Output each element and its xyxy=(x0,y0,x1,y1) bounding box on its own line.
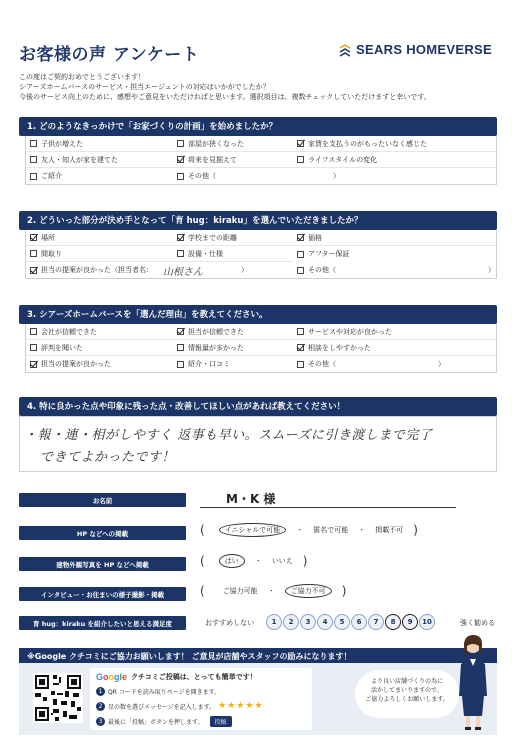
other-close-paren: ） xyxy=(333,172,340,180)
intro-line: この度はご契約おめでとうございます！ xyxy=(19,73,145,81)
checkbox-option[interactable] xyxy=(173,230,293,246)
option-label: その他（ xyxy=(308,266,336,274)
close-paren: ） xyxy=(488,266,495,274)
option-label: その他（ xyxy=(188,172,216,180)
google-logo: Google xyxy=(96,672,128,682)
scale-low-label: おすすめしない xyxy=(205,619,255,627)
checkbox-icon xyxy=(297,267,304,274)
checkbox-option[interactable] xyxy=(293,324,496,340)
checkbox-icon xyxy=(297,361,304,368)
hp-label: HP などへの掲載 xyxy=(19,526,186,540)
checkbox-option[interactable] xyxy=(293,152,496,168)
option-label: その他（ xyxy=(308,360,336,368)
interview-options: ( ご協力可能 ・ ご協力不可 ) xyxy=(200,584,347,598)
checkbox-option[interactable] xyxy=(26,136,173,152)
intro-line: 今後のサービス向上のために、感想やご意見をいただければと思います。選択項目は、複数チェックしていただけますと幸いです。 xyxy=(19,93,431,101)
name-underline xyxy=(200,507,456,508)
scale-6[interactable]: 6 xyxy=(351,614,367,630)
name-label: お名前 xyxy=(19,493,186,507)
staff-illustration-icon xyxy=(455,632,491,732)
option-label: ご紹介 xyxy=(41,172,62,180)
checkbox-icon xyxy=(30,344,37,351)
recommend-scale xyxy=(266,614,435,630)
checkbox-option[interactable] xyxy=(26,356,173,372)
hp-option-none[interactable]: 掲載不可 xyxy=(375,526,404,534)
interview-label: インタビュー・お住まいの様子撮影・掲載 xyxy=(19,587,186,601)
hp-options: ( イニシャルで可能 ・ 匿名で可能 ・ 掲載不可 ) xyxy=(200,523,418,537)
qr-code-icon[interactable] xyxy=(33,673,83,723)
option-label: 学校までの距離 xyxy=(188,233,237,242)
option-label: サービスや対応が良かった xyxy=(308,327,392,336)
option-label: 設備・仕様 xyxy=(188,249,223,258)
checked-checkbox-icon xyxy=(297,234,304,241)
checkbox-option[interactable] xyxy=(293,262,496,278)
checkbox-option[interactable] xyxy=(293,246,496,262)
option-label: ライフスタイルの変化 xyxy=(308,155,378,164)
speech-bubble: より良い店舗づくりの為に 活かしてまいりますので、 ご協力よろしくお願いします。 xyxy=(355,670,459,718)
checkbox-option[interactable] xyxy=(26,152,173,168)
handwritten-answer-line: できてよかったです！ xyxy=(40,450,176,465)
handwritten-answer-line: ・報・連・相がしやすく 返事も早い。スムーズに引き渡しまで完了 xyxy=(24,428,433,443)
option-label: 子供が増えた xyxy=(41,139,83,148)
scale-4[interactable]: 4 xyxy=(317,614,333,630)
checkbox-icon xyxy=(177,250,184,257)
checked-checkbox-icon xyxy=(177,328,184,335)
checkbox-option[interactable] xyxy=(26,324,173,340)
option-label: 担当が信頼できた xyxy=(188,327,244,336)
checkbox-icon xyxy=(30,156,37,163)
interview-option-ok[interactable]: ご協力可能 xyxy=(222,587,258,595)
checkbox-icon xyxy=(297,156,304,163)
option-label: 家賃を支払うのがもったいなく感じた xyxy=(308,139,427,148)
checkbox-option[interactable] xyxy=(293,230,496,246)
hp-option-initial[interactable]: イニシャルで可能 xyxy=(219,523,287,537)
brand-logo xyxy=(338,42,492,57)
recommend-label: 育 hug：kiraku を紹介したいと思える満足度 xyxy=(19,616,186,630)
checked-checkbox-icon xyxy=(297,344,304,351)
checkbox-option[interactable] xyxy=(26,168,173,184)
section2-options xyxy=(25,230,497,279)
option-label: 友人・知人が家を建てた xyxy=(41,155,118,164)
scale-2[interactable]: 2 xyxy=(283,614,299,630)
checked-checkbox-icon xyxy=(30,234,37,241)
section3-options xyxy=(25,324,497,373)
scale-5[interactable]: 5 xyxy=(334,614,350,630)
intro-text xyxy=(19,72,431,102)
option-label: 会社が信頼できた xyxy=(41,327,97,336)
name-value: M・K 様 xyxy=(226,492,276,506)
checkbox-option[interactable] xyxy=(173,340,293,356)
scale-10[interactable]: 10 xyxy=(419,614,435,630)
photo-option-no[interactable]: いいえ xyxy=(271,557,293,565)
checked-checkbox-icon xyxy=(30,267,37,274)
option-label: 価格 xyxy=(308,233,322,242)
checkbox-icon xyxy=(177,344,184,351)
checked-checkbox-icon xyxy=(177,156,184,163)
option-label: 部屋が狭くなった xyxy=(188,139,244,148)
checkbox-icon xyxy=(177,140,184,147)
google-card-title: クチコミご投稿は、とっても簡単です！ xyxy=(131,673,257,681)
checked-checkbox-icon xyxy=(177,234,184,241)
option-label: 担当の提案が良かった xyxy=(41,360,111,368)
checkbox-option[interactable] xyxy=(173,152,293,168)
checkbox-option[interactable] xyxy=(26,246,173,262)
checkbox-option[interactable] xyxy=(293,356,496,372)
scale-9-selected[interactable]: 9 xyxy=(402,614,418,630)
checkbox-option[interactable] xyxy=(293,136,496,152)
option-label: 相談をしやすかった xyxy=(308,343,371,352)
checkbox-icon xyxy=(30,173,37,180)
section3-heading: 3. シアーズホームバースを「選んだ理由」を教えてください。 xyxy=(19,305,497,324)
option-label: 担当の提案が良かった（担当者名： xyxy=(41,266,153,274)
scale-high-label: 強く勧める xyxy=(460,619,495,627)
option-label: 評判を聞いた xyxy=(41,343,83,352)
checkbox-option[interactable] xyxy=(26,262,293,278)
scale-3[interactable]: 3 xyxy=(300,614,316,630)
section1-options xyxy=(25,136,497,185)
google-step-2: 2 星の数を選びメッセージを記入します。 ★★★★★ xyxy=(96,701,306,711)
photo-label: 建物外観写真を HP などへ掲載 xyxy=(19,557,186,571)
checkbox-option[interactable] xyxy=(173,324,293,340)
checkbox-option[interactable] xyxy=(173,168,293,184)
google-card-title-row xyxy=(96,672,306,682)
checkbox-icon xyxy=(297,328,304,335)
option-label: 紹介・口コミ xyxy=(188,360,230,368)
star-rating-icon: ★★★★★ xyxy=(218,701,264,711)
scale-8-selected[interactable]: 8 xyxy=(385,614,401,630)
checked-checkbox-icon xyxy=(297,140,304,147)
google-step-1: 1 QR コードを読み取りページを開きます。 xyxy=(96,687,306,696)
checkbox-icon xyxy=(30,250,37,257)
checkbox-icon xyxy=(30,328,37,335)
checkbox-icon xyxy=(177,361,184,368)
checkbox-icon xyxy=(177,173,184,180)
checkbox-option[interactable] xyxy=(173,246,293,262)
checkbox-option[interactable] xyxy=(26,340,173,356)
photo-options: ( はい ・ いいえ ) xyxy=(200,554,308,568)
agent-name-handwritten: 山根さん xyxy=(163,266,203,278)
checkbox-icon xyxy=(30,140,37,147)
checked-checkbox-icon xyxy=(30,361,37,368)
interview-option-ng[interactable]: ご協力不可 xyxy=(285,584,332,598)
close-paren: ） xyxy=(438,360,445,368)
google-banner: ※Google クチコミにご協力お願いします！ ご意見が店舗やスタッフの励みになります！ xyxy=(19,648,497,663)
checkbox-option[interactable] xyxy=(293,340,496,356)
google-step-3: 3 最後に「投稿」ボタンを押します。 投稿 xyxy=(96,716,306,727)
intro-line: シアーズホームバースのサービス・担当エージェントの対応はいかがでしたか？ xyxy=(19,83,270,91)
section4-heading: 4. 特に良かった点や印象に残った点・改善してほしい点があれば教えてください！ xyxy=(19,397,497,416)
photo-option-yes[interactable]: はい xyxy=(219,554,245,568)
section1-heading: 1. どのようなきっかけで「お家づくりの計画」を始めましたか？ xyxy=(19,117,497,136)
hp-option-anonymous[interactable]: 匿名で可能 xyxy=(313,526,349,534)
checkbox-option[interactable] xyxy=(173,136,293,152)
scale-1[interactable]: 1 xyxy=(266,614,282,630)
checkbox-option[interactable] xyxy=(173,356,293,372)
post-button[interactable]: 投稿 xyxy=(210,716,232,727)
page-title: お客様の声 アンケート xyxy=(19,45,200,65)
google-steps-card xyxy=(90,668,312,730)
option-label: アフター保証 xyxy=(308,250,350,258)
option-label: 場所 xyxy=(41,233,55,242)
brand-name: SEARS HOMEVERSE xyxy=(356,42,492,57)
option-label: 情報量が多かった xyxy=(188,343,244,352)
checkbox-icon xyxy=(297,251,304,258)
option-label: 将来を見据えて xyxy=(188,155,237,164)
logo-mark-icon xyxy=(338,43,352,57)
checkbox-option[interactable] xyxy=(26,230,173,246)
section2-heading: 2. どういった部分が決め手となって「育 hug：kiraku」を選んでいただきましたか？ xyxy=(19,211,497,230)
scale-7[interactable]: 7 xyxy=(368,614,384,630)
option-label: 間取り xyxy=(41,249,62,258)
close-paren: ） xyxy=(241,266,248,274)
